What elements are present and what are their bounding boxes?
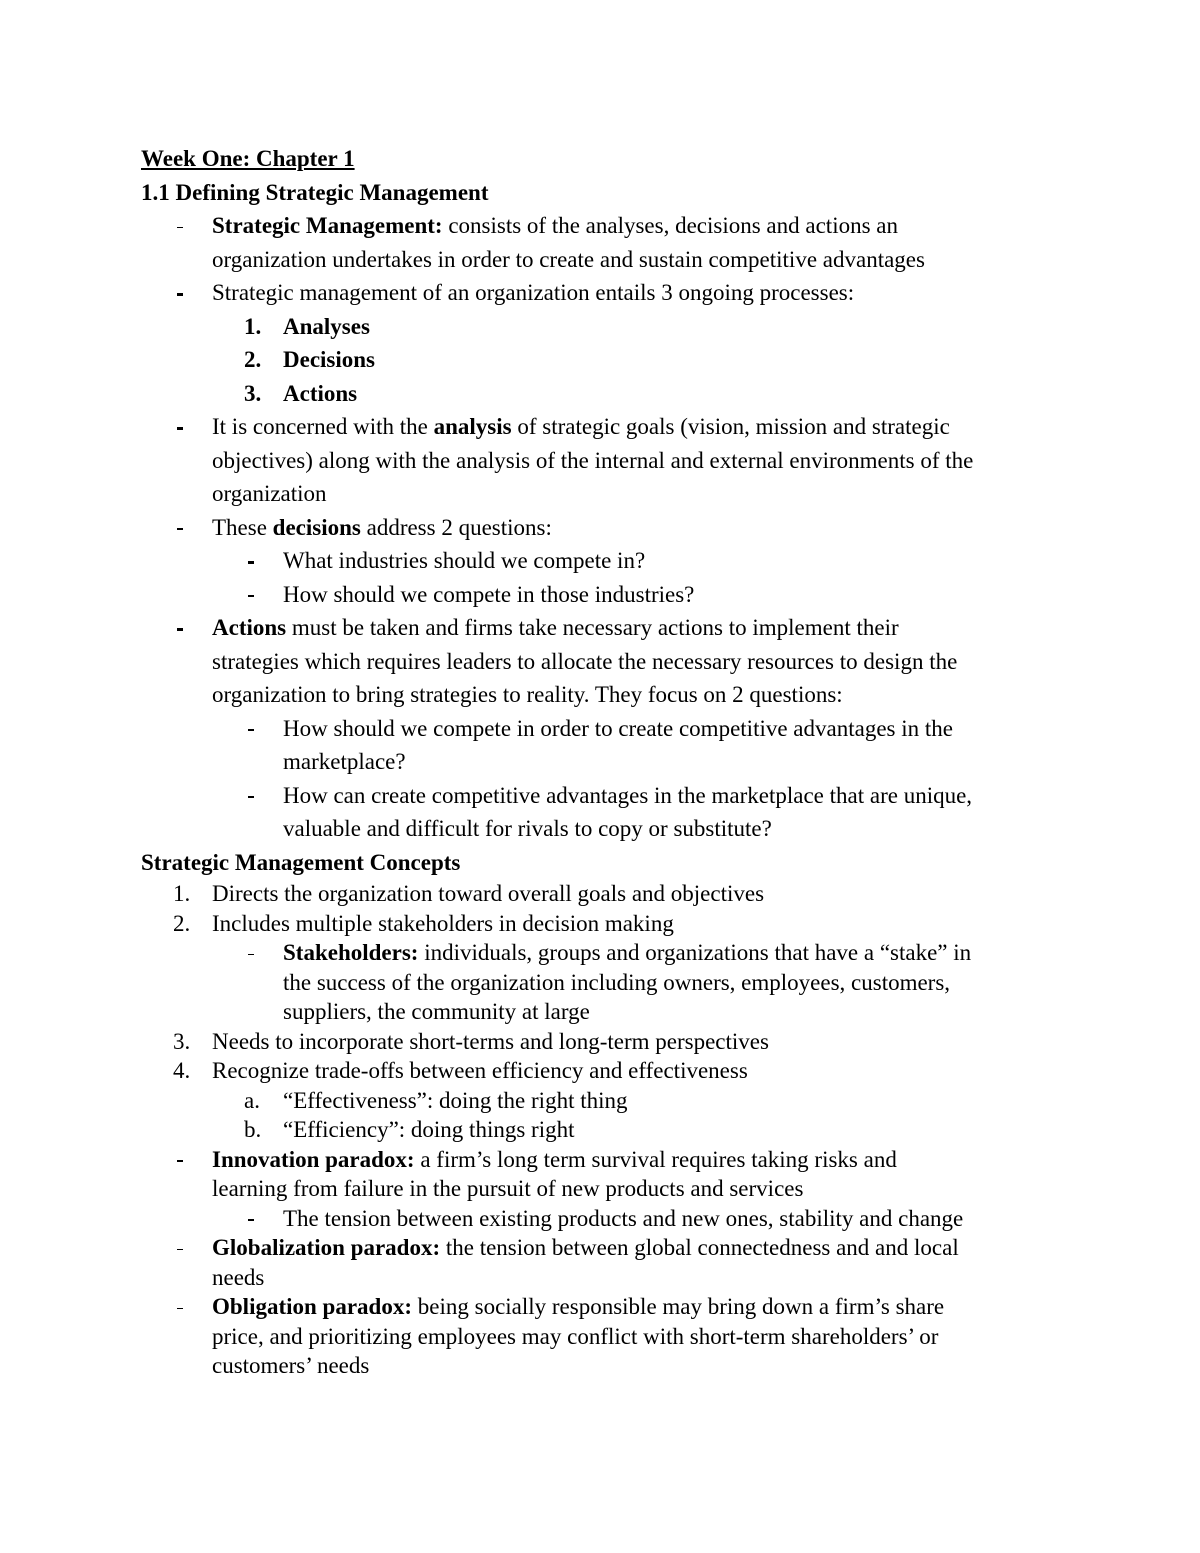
- dash-marker: [173, 1292, 212, 1381]
- section-heading-concepts: Strategic Management Concepts: [141, 849, 461, 875]
- sub-bullet: What industries should we compete in?: [141, 544, 1081, 578]
- dash-marker: [173, 511, 212, 545]
- dash-marker: [244, 712, 283, 779]
- list-item: 3. Needs to incorporate short-terms and long-term perspectives: [173, 1028, 769, 1054]
- dash-marker: [173, 276, 212, 310]
- bullet-globalization-paradox: Globalization paradox: the tension between global connectedness and and local needs: [141, 1233, 1081, 1292]
- dash-marker: [244, 938, 283, 1027]
- list-item: 3. Actions: [244, 380, 358, 406]
- list-item: a. “Effectiveness”: doing the right thing: [244, 1087, 628, 1113]
- term: Strategic Management:: [212, 213, 443, 238]
- list-item: 1. Analyses: [244, 313, 370, 339]
- dash-marker: [244, 779, 283, 846]
- sub-bullet: How should we compete in order to create competitive advantages in the marketplace?: [141, 712, 1081, 779]
- bullet-ongoing-processes: Strategic management of an organization entails 3 ongoing processes:: [141, 276, 1081, 310]
- section-heading-defining: 1.1 Defining Strategic Management: [141, 179, 489, 205]
- dash-marker: [244, 1204, 283, 1234]
- list-item: 2. Decisions: [244, 347, 375, 372]
- bullet-actions: Actions must be taken and firms take necessary actions to implement their strategies which requires leaders to allocate the necessary resources to design the organization to bring strategies to reality. They focus on 2 questions:: [141, 611, 1081, 712]
- bullet-analysis: It is concerned with the analysis of strategic goals (vision, mission and strategic objectives) along with the analysis of the internal and external environments of the organization: [141, 410, 1081, 511]
- bullet-decisions: These decisions address 2 questions:: [141, 511, 1081, 545]
- list-item: 2. Includes multiple stakeholders in decision making: [173, 910, 674, 936]
- sub-bullet-stakeholders: Stakeholders: individuals, groups and organizations that have a “stake” in the success of the organization including owners, employees, customers, suppliers, the community at large: [141, 938, 1081, 1027]
- dash-marker: [173, 209, 212, 276]
- dash-marker: [173, 410, 212, 511]
- list-item: 4. Recognize trade-offs between efficiency and effectiveness: [173, 1058, 748, 1083]
- dash-marker: [173, 1233, 212, 1292]
- dash-marker: [173, 611, 212, 712]
- sub-bullet: How can create competitive advantages in the marketplace that are unique, valuable and difficult for rivals to copy or substitute?: [141, 779, 1081, 846]
- document-content: [141, 142, 1081, 1381]
- document-title: Week One: Chapter 1: [141, 146, 355, 171]
- bullet-strategic-management: Strategic Management: consists of the analyses, decisions and actions an organization undertakes in order to create and sustain competitive advantages: [141, 209, 1081, 276]
- sub-bullet: The tension between existing products and new ones, stability and change: [141, 1204, 1081, 1234]
- bullet-obligation-paradox: Obligation paradox: being socially responsible may bring down a firm’s share price, and prioritizing employees may conflict with short-term shareholders’ or customers’ needs: [141, 1292, 1081, 1381]
- list-item: 1. Directs the organization toward overall goals and objectives: [173, 881, 765, 906]
- dash-marker: [244, 544, 283, 578]
- dash-marker: [173, 1145, 212, 1204]
- sub-bullet: How should we compete in those industries?: [141, 578, 1081, 612]
- list-item: b. “Efficiency”: doing things right: [244, 1117, 575, 1142]
- dash-marker: [244, 578, 283, 612]
- bullet-innovation-paradox: Innovation paradox: a firm’s long term survival requires taking risks and learning from failure in the pursuit of new products and services: [141, 1145, 1081, 1204]
